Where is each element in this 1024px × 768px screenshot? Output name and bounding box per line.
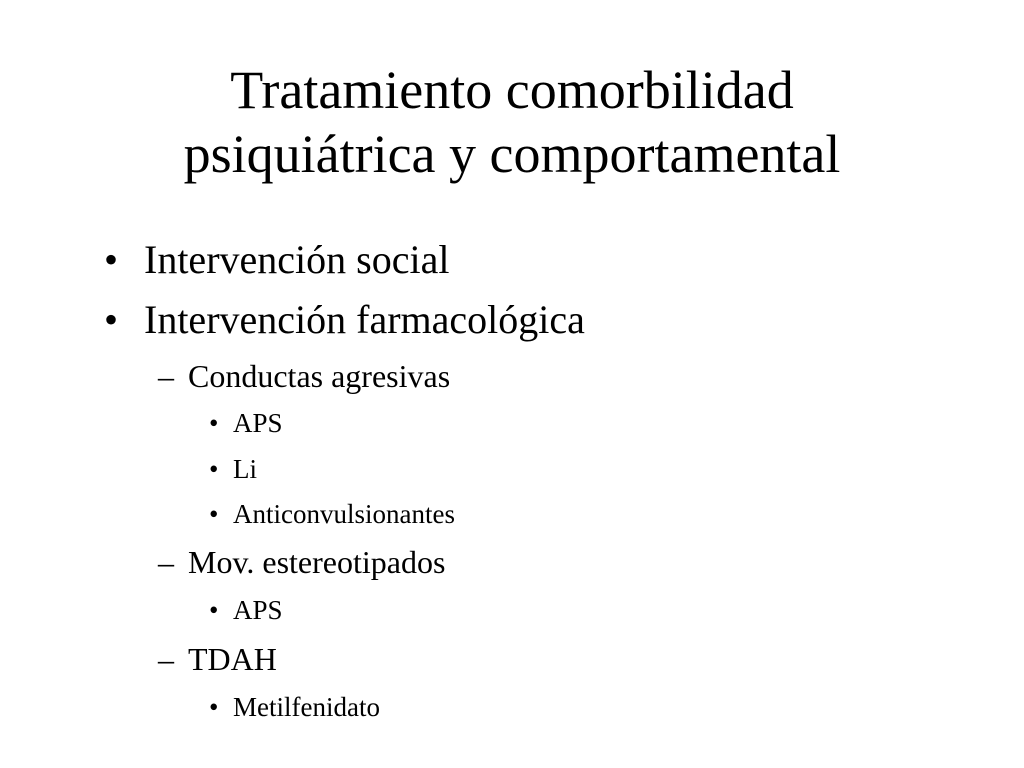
- slide-title-line-1: Tratamiento comorbilidad: [230, 60, 794, 120]
- sub-sub-bullet-marker: •: [209, 499, 219, 529]
- bullet-text: Intervención social: [144, 237, 450, 282]
- bullet-marker: •: [104, 237, 119, 282]
- sub-bullet-marker: –: [158, 358, 174, 394]
- sub-bullet-text: Conductas agresivas: [188, 358, 451, 394]
- sub-sub-bullet-text: APS: [233, 595, 283, 625]
- sub-bullet-text: Mov. estereotipados: [188, 544, 446, 580]
- sub-sub-bullet-text: Li: [233, 454, 257, 484]
- sub-sub-bullet-marker: •: [209, 454, 219, 484]
- sub-sub-bullet-text: Metilfenidato: [233, 692, 380, 722]
- sub-bullet-marker: –: [158, 641, 174, 677]
- sub-sub-bullet-text: APS: [233, 408, 283, 438]
- bullet-text: Intervención farmacológica: [144, 297, 585, 342]
- sub-sub-bullet-text: Anticonvulsionantes: [233, 499, 455, 529]
- sub-bullet-marker: –: [158, 544, 174, 580]
- bullet-marker: •: [104, 297, 119, 342]
- sub-bullet-text: TDAH: [188, 641, 277, 677]
- sub-sub-bullet-marker: •: [209, 692, 219, 722]
- slide-title-line-2: psiquiátrica y comportamental: [183, 124, 841, 184]
- sub-sub-bullet-marker: •: [209, 595, 219, 625]
- sub-sub-bullet-marker: •: [209, 408, 219, 438]
